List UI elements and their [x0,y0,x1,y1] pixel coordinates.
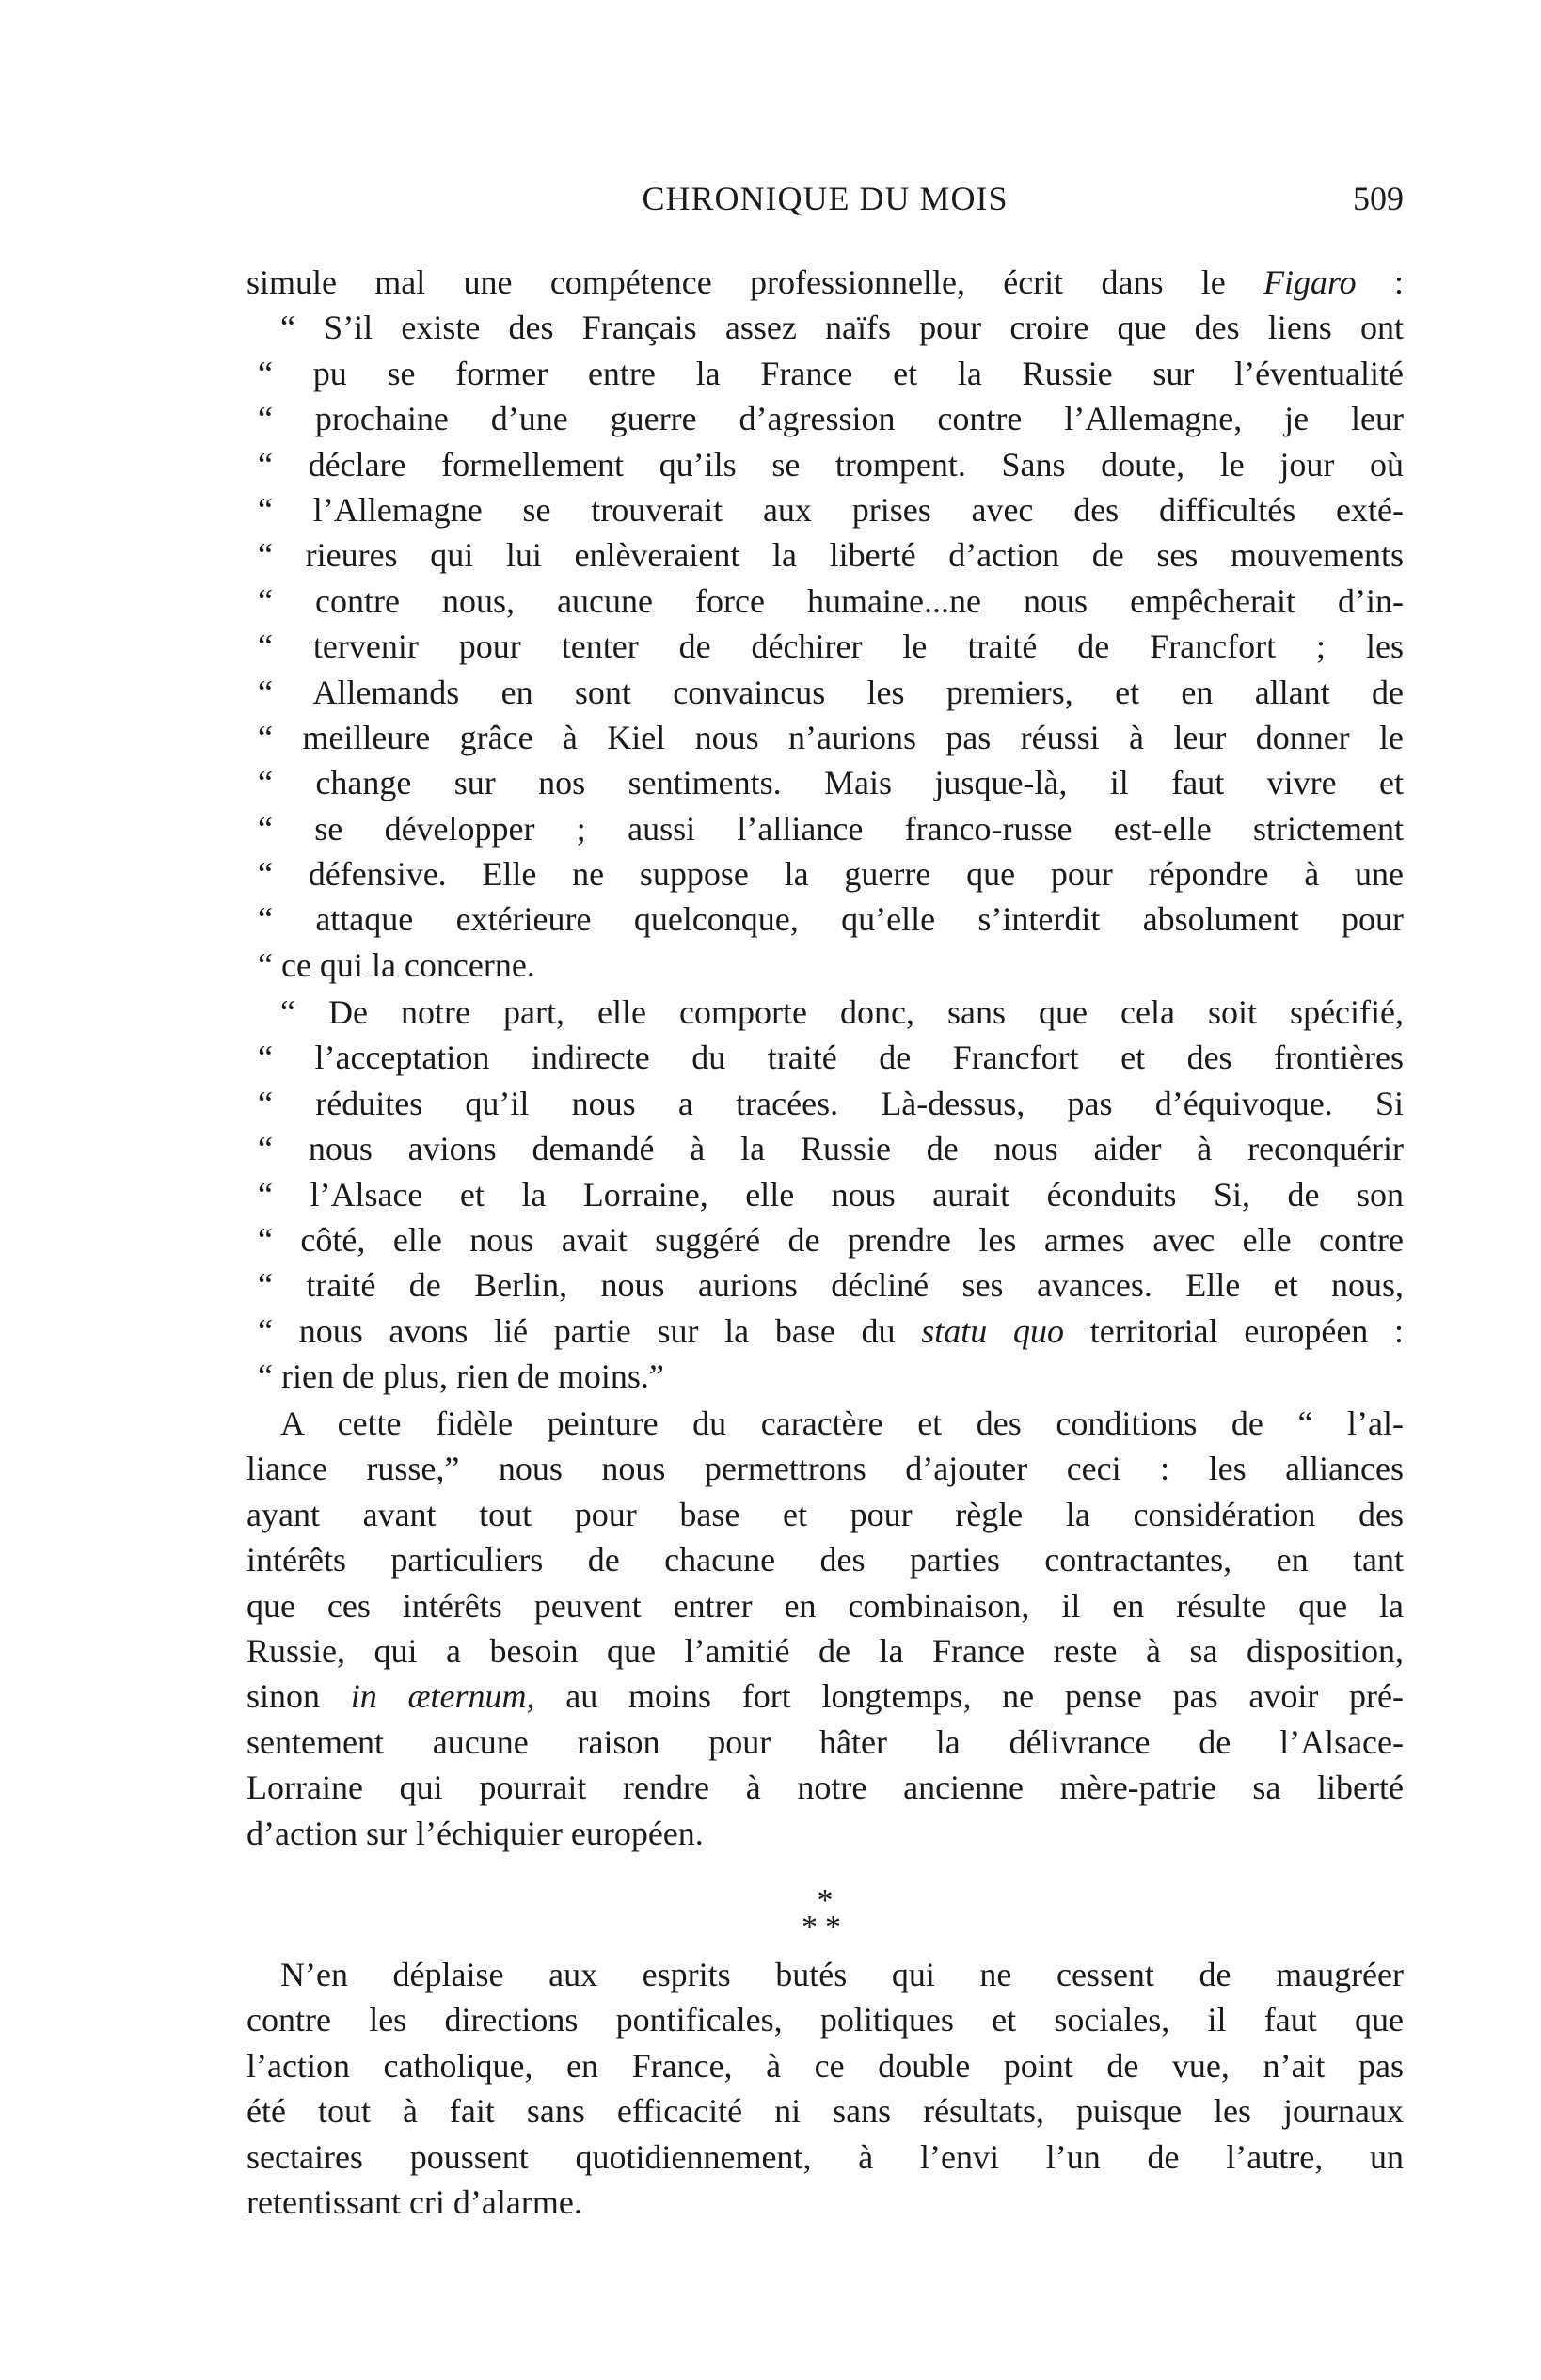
text-line [246,990,1404,1035]
line-text: “ nous avions demandé à la Russie de nous aider à reconquérir [258,1130,1404,1168]
line-text: d’action sur l’échiquier européen. [246,1814,704,1852]
text-line [246,1035,1404,1080]
line-text: “ S’il existe des Français assez naïfs pour croire que des liens ont [280,309,1404,347]
line-text-after: territorial européen : [1064,1311,1404,1350]
line-text: “ réduites qu’il nous a tracées. Là-dessus, pas d’équivoque. Si [258,1084,1404,1122]
line-text: “ traité de Berlin, nous aurions décliné ses avances. Elle et nous, [258,1266,1404,1305]
line-text: A cette fidèle peinture du caractère et des conditions de “ l’al- [280,1404,1404,1442]
line-text: “ ce qui la concerne. [258,945,535,984]
line-text: contre les directions pontificales, politiques et sociales, il faut que [246,2001,1404,2039]
text-line [246,442,1404,487]
text-line [246,532,1404,578]
text-line [246,1262,1404,1308]
line-text: “ l’Alsace et la Lorraine, elle nous aurait éconduits Si, de son [258,1175,1404,1214]
text-line [246,2088,1404,2134]
line-text: “ tervenir pour tenter de déchirer le traité de Francfort ; les [258,627,1404,666]
text-line [246,1583,1404,1628]
text-line [246,1628,1404,1674]
line-text: N’en déplaise aux esprits butés qui ne cessent de maugréer [280,1956,1404,1993]
line-text: l’action catholique, en France, à ce double point de vue, n’ait pas [246,2046,1404,2085]
section-asterism [246,1883,1404,1957]
text-line [246,1952,1404,1997]
line-text: “ l’Allemagne se trouverait aux prises avec des difficultés exté- [258,490,1404,529]
line-text: simule mal une compétence professionnelle, écrit dans le [246,263,1264,301]
text-line [246,305,1404,350]
line-text: “ attaque extérieure quelconque, qu’elle s’interdit absolument pour [258,900,1404,939]
text-line [246,2043,1404,2088]
line-text: été tout à fait sans efficacité ni sans résultats, puisque les journaux [246,2092,1404,2131]
line-text: Lorraine qui pourrait rendre à notre ancienne mère-patrie sa liberté [246,1769,1404,1807]
text-line [246,943,1404,988]
line-text: “ défensive. Elle ne suppose la guerre que pour répondre à une [258,855,1404,894]
line-text-after: : [1356,263,1404,301]
text-line [246,2180,1404,2225]
text-line [246,1401,1404,1446]
line-text: sinon [246,1677,351,1716]
paragraph-quote-intro [246,260,1404,988]
paragraph-commentary [246,1401,1404,1856]
text-line [246,1217,1404,1262]
paragraph-catholic-action [246,1952,1404,2225]
italic-term: in æternum [350,1677,527,1716]
text-line [246,351,1404,396]
text-line [246,670,1404,715]
text-line [246,1720,1404,1765]
text-line [246,1811,1404,1856]
line-text: “ De notre part, elle comporte donc, sans que cela soit spécifié, [280,993,1404,1031]
line-text: liance russe,” nous nous permettrons d’ajouter ceci : les alliances [246,1450,1404,1488]
text-line [246,579,1404,624]
asterism-bottom: ** [802,1910,849,1944]
line-text: “ déclare formellement qu’ils se trompent. Sans doute, le jour où [258,445,1404,484]
line-text: que ces intérêts peuvent entrer en combinaison, il en résulte que la [246,1586,1404,1625]
page-number: 509 [1353,180,1404,217]
line-text: Russie, qui a besoin que l’amitié de la France reste à sa disposition, [246,1631,1404,1670]
line-text: “ prochaine d’une guerre d’agression contre l’Allemagne, je leur [258,400,1404,438]
text-line [246,1674,1404,1719]
text-line [246,1765,1404,1810]
line-text: “ côté, elle nous avait suggéré de prendre les armes avec elle contre [258,1220,1404,1259]
line-text: sentement aucune raison pour hâter la délivrance de l’Alsace- [246,1722,1404,1761]
asterism-top: * [817,1883,834,1918]
text-line [246,1081,1404,1126]
line-text: “ rien de plus, rien de moins.” [258,1357,664,1396]
text-line [246,715,1404,760]
text-line [246,260,1404,305]
text-line [246,1492,1404,1537]
line-text-after: , au moins fort longtemps, ne pense pas avoir pré- [526,1677,1404,1716]
text-line [246,896,1404,942]
line-text: ayant avant tout pour base et pour règle la considération des [246,1495,1404,1533]
italic-term: statu quo [921,1311,1065,1350]
text-line [246,851,1404,896]
text-line [246,396,1404,441]
line-text: “ change sur nos sentiments. Mais jusque-là, il faut vivre et [258,764,1404,802]
line-text: “ rieures qui lui enlèveraient la liberté d’action de ses mouvements [258,536,1404,575]
text-line [246,1126,1404,1171]
text-line [246,760,1404,805]
running-header [246,179,1404,235]
line-text: “ pu se former entre la France et la Russie sur l’éventualité [258,354,1404,392]
line-text: “ meilleure grâce à Kiel nous n’aurions pas réussi à leur donner le [258,718,1404,756]
line-text: “ nous avons lié partie sur la base du [258,1311,922,1350]
text-line [246,1354,1404,1399]
italic-term: Figaro [1263,263,1357,301]
text-line [246,1997,1404,2042]
line-text: retentissant cri d’alarme. [246,2182,582,2221]
text-line [246,806,1404,851]
line-text: intérêts particuliers de chacune des parties contractantes, en tant [246,1541,1404,1579]
running-title: CHRONIQUE DU MOIS [642,180,1009,217]
paragraph-quote-continued [246,990,1404,1400]
line-text: sectaires poussent quotidiennement, à l’envi l’un de l’autre, un [246,2137,1404,2176]
text-line [246,1309,1404,1354]
text-line [246,1537,1404,1582]
text-line [246,1446,1404,1491]
text-line [246,1172,1404,1217]
text-line [246,624,1404,669]
text-line [246,487,1404,532]
text-line [246,2134,1404,2180]
line-text: “ Allemands en sont convaincus les premiers, et en allant de [258,673,1404,711]
line-text: “ se développer ; aussi l’alliance franco-russe est-elle strictement [258,809,1404,848]
line-text: “ contre nous, aucune force humaine...ne nous empêcherait d’in- [258,581,1404,620]
line-text: “ l’acceptation indirecte du traité de Francfort et des frontières [258,1039,1404,1077]
